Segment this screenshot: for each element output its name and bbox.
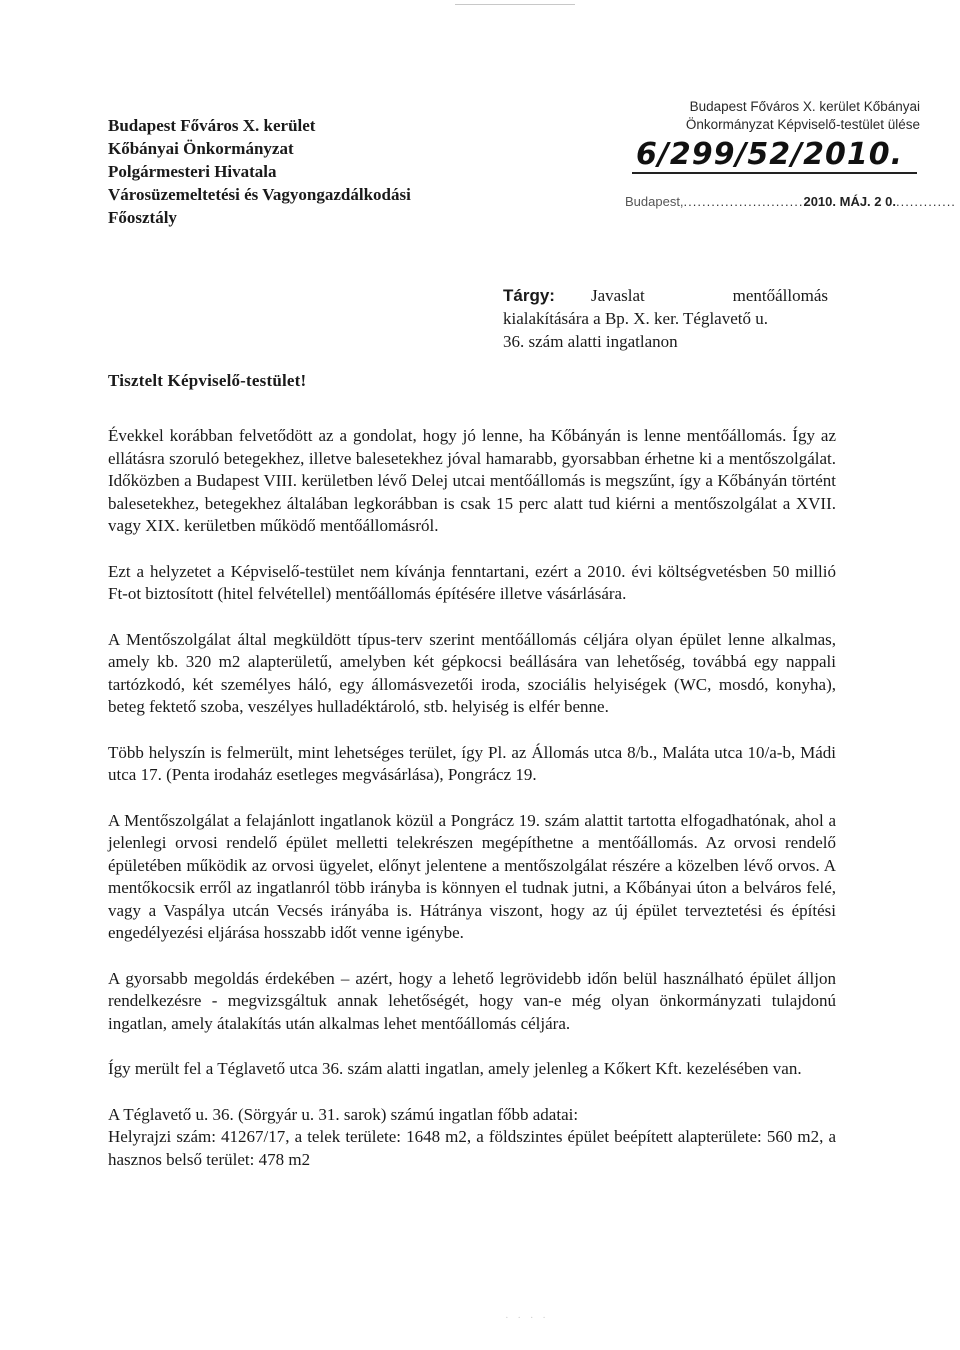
sender-line: Kőbányai Önkormányzat — [108, 139, 294, 158]
registration-number: 6/299/52/2010. — [632, 138, 917, 174]
sender-line: Főosztály — [108, 208, 177, 227]
subject-label: Tárgy: — [503, 286, 555, 305]
sender-line: Polgármesteri Hivatala — [108, 162, 277, 181]
stamp-date-value: 2010. MÁJ. 2 0. — [803, 194, 896, 209]
sender-line: Városüzemeltetési és Vagyongazdálkodási — [108, 185, 411, 204]
stamp-date-prefix: Budapest, — [625, 194, 684, 209]
subject-block — [503, 284, 828, 353]
subject-line: 36. szám alatti ingatlanon — [503, 332, 678, 351]
stamp-line-2: Önkormányzat Képviselő-testület ülése — [685, 117, 920, 132]
scan-noise: · · · · — [505, 1312, 549, 1324]
sender-line: Budapest Főváros X. kerület — [108, 116, 316, 135]
salutation: Tisztelt Képviselő-testület! — [108, 371, 307, 390]
scan-artifact-line — [455, 4, 575, 5]
body-paragraph: Évekkel korábban felvetődött az a gondolat, hogy jó lenne, ha Kőbányán is lenne mentőállomás. Így az ellátásra szoruló betegekhez, illetve balesetekhez jóval hamarabb, gyorsabban érhetne ki a mentőszolgálat. Időközben a Budapest VIII. kerületben lévő Delej utcai mentőállomás is megszűnt, így a Kőbányán történt balesetekhez, betegekhez általában legkorábban is csak 15 perc alatt tud kiérni a mentőszolgálat a XVII. vagy XIX. kerületben működő mentőállomásról. — [108, 426, 836, 535]
body-paragraph: A Mentőszolgálat a felajánlott ingatlanok közül a Pongrácz 19. szám alattit tartotta elfogadhatónak, ahol a jelenlegi orvosi rendelő épület melletti telekrészen megépíthetne a mentőállomás. Az orvosi rendelő épületében működik az orvosi ügyelet, előnyt jelentene a mentőszolgálat részére a közelben lévő orvos. A mentőkocsik erről az ingatlanról több irányba is könnyen el tudnak jutni, a Kőbányai úton a belváros felé, vagy a Vaspálya utcán Vecsés irányába is. Hátránya viszont, hogy az új épület terveztetési és építési engedélyezési eljárása hosszabb időt venne igénybe. — [108, 810, 836, 942]
body-paragraph: Ezt a helyzetet a Képviselő-testület nem kívánja fenntartani, ezért a 2010. évi költségvetésben 50 millió Ft-ot biztosított (hitel felvétellel) mentőállomás építésére illetve vásárlására. — [108, 561, 836, 603]
property-heading: A Téglavető u. 36. (Sörgyár u. 31. sarok) számú ingatlan főbb adatai: — [108, 1104, 579, 1124]
subject-word: Javaslat — [590, 286, 645, 305]
body-paragraph: A gyorsabb megoldás érdekében – azért, hogy a lehető legrövidebb időn belül használható épület álljon rendelkezésre - megvizsgáltuk annak lehetőségét, hogy van-e még olyan önkormányzati tulajdonú ingatlan, amely átalakítás után alkalmas lehet mentőállomás céljára. — [108, 968, 836, 1033]
sender-block — [108, 114, 411, 229]
body-paragraph: Több helyszín is felmerült, mint lehetséges terület, így Pl. az Állomás utca 8/b., Maláta utca 10/a-b, Mádi utca 17. (Penta irodaház esetleges megvásárlása), Pongrácz 19. — [108, 742, 836, 784]
property-details: Helyrajzi szám: 41267/17, a telek területe: 1648 m2, a földszintes épület beépített alapterülete: 560 m2, a hasznos belső terület: 478 m2 — [108, 1127, 836, 1169]
body-paragraph: Így merült fel a Téglavető utca 36. szám alatti ingatlan, amely jelenleg a Kőkert Kft. kezelésében van. — [108, 1059, 802, 1078]
property-data — [108, 1104, 836, 1172]
stamp-date: Budapest,..........................2010. MÁJ. 2 0.............. — [625, 194, 956, 209]
stamp-line-1: Budapest Főváros X. kerület Kőbányai — [689, 99, 920, 114]
letter-body — [108, 425, 836, 1171]
subject-word: mentőállomás — [732, 286, 828, 305]
body-paragraph: A Mentőszolgálat által megküldött típus-terv szerint mentőállomás céljára olyan épület lenne alkalmas, amely kb. 320 m2 alapterületű, amelyben két gépkocsi beállására van lehetőség, továbbá egy nappali tartózkodó, két személyes háló, egy állomásvezetői iroda, szociális helyiségek (WC, mosdó, konyha), beteg fektető szoba, veszélyes hulladéktároló, stb. helyiség is elfér benne. — [108, 629, 836, 716]
registration-stamp — [600, 98, 935, 134]
subject-line: kialakítására a Bp. X. ker. Téglavető u. — [503, 309, 768, 328]
